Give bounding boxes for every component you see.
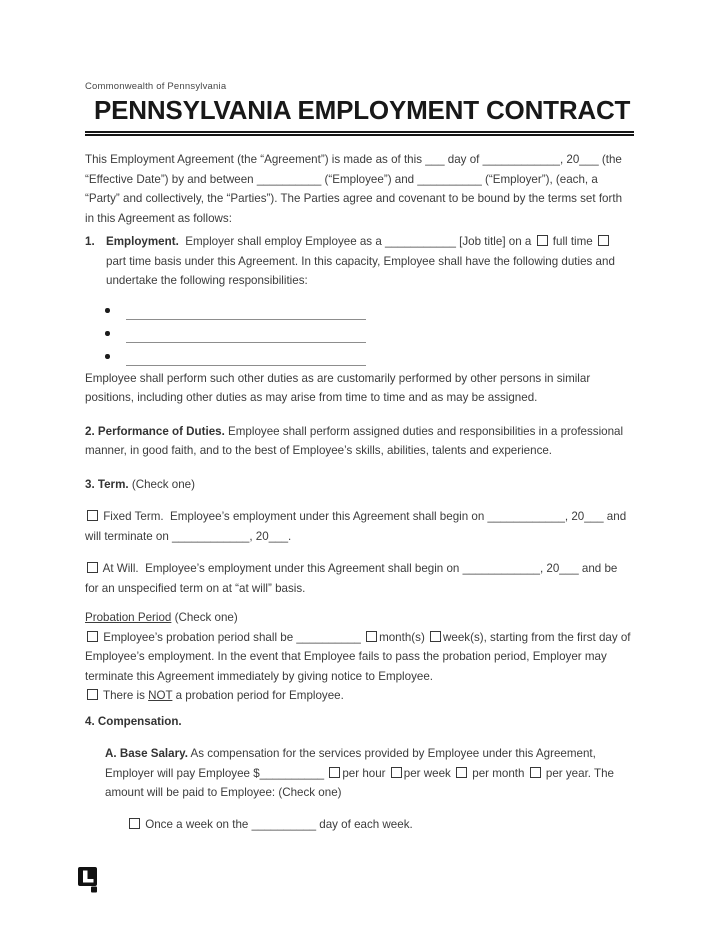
probation-option-duration	[85, 628, 634, 687]
text-run: 2. Performance of Duties.	[85, 424, 225, 438]
text-run: Employee shall perform such other duties as are customarily performed by other persons in similar positions, including other duties as may arise from time to time and as may be assigned.	[85, 371, 591, 404]
at-will-checkbox[interactable]	[87, 562, 98, 573]
section-employment	[85, 232, 634, 291]
no-probation-checkbox[interactable]	[87, 689, 98, 700]
text-run: full time	[549, 235, 596, 248]
full-time-checkbox[interactable]	[537, 235, 548, 246]
text-run: month(s)	[379, 630, 429, 644]
bullet-icon	[105, 331, 110, 336]
text-run: week(s), starting from the first day of Employee’s employment. In the event that Employee fails to pass the probation period, Employer may terminate this Agreement immediately by giving notice to Employee.	[85, 630, 631, 683]
section-employment-text	[106, 232, 634, 291]
once-a-week-checkbox[interactable]	[129, 818, 140, 829]
duty-list-item	[105, 343, 634, 366]
duties-bullet-list	[85, 297, 634, 366]
pay-frequency-option	[127, 815, 634, 835]
part-time-checkbox[interactable]	[598, 235, 609, 246]
page-title: PENNSYLVANIA EMPLOYMENT CONTRACT	[94, 95, 631, 125]
base-salary-paragraph	[105, 744, 634, 803]
duty-list-item	[105, 320, 634, 343]
duty-blank-line[interactable]	[126, 330, 366, 343]
text-run: There is	[100, 689, 149, 702]
other-duties-paragraph	[85, 369, 634, 408]
title-rule	[85, 131, 634, 136]
fixed-term-checkbox[interactable]	[87, 510, 98, 521]
text-run: part time basis under this Agreement. In this capacity, Employee shall have the following duties and undertake the following responsibilities:	[106, 254, 615, 287]
weeks-checkbox[interactable]	[430, 631, 441, 642]
text-run: (Check one)	[128, 477, 195, 491]
jurisdiction-label: Commonwealth of Pennsylvania	[85, 81, 227, 92]
per-year-checkbox[interactable]	[530, 767, 541, 778]
text-run: 4. Compensation.	[85, 714, 182, 728]
text-run: This Employment Agreement (the “Agreement”) is made as of this ___ day of ____________, 20___ (the “Effective Date”) by and between __________ (“Employee”) and __________ (“Employer”), (each, a “Party” and collectively, the “Parties”). The Parties agree and covenant to be bound by the terms set forth in this Agreement as follows:	[85, 153, 623, 225]
fixed-term-option	[85, 507, 634, 546]
text-run: Employer shall employ Employee as a ___________ [Job title] on a	[178, 235, 535, 248]
intro-paragraph	[85, 150, 634, 228]
text-run: A. Base Salary.	[105, 747, 188, 760]
text-run: Employee shall perform assigned duties and responsibilities in a professional manner, in good faith, and to the best of Employee’s skills, abilities, talents and experience.	[85, 424, 624, 457]
probation-period-heading	[85, 608, 634, 628]
legaltemplates-logo	[78, 867, 102, 894]
text-run: Probation Period	[85, 611, 172, 624]
text-run: per year. The amount will be paid to Employee: (Check one)	[105, 766, 615, 799]
duty-blank-line[interactable]	[126, 353, 366, 366]
text-run: Employee’s probation period shall be __________	[100, 630, 365, 644]
text-run: At Will. Employee’s employment under this Agreement shall begin on ____________, 20___ and be for an unspecified term on at “at will” basis.	[85, 562, 618, 595]
probation-period-block	[85, 608, 634, 706]
probation-option-none	[85, 686, 634, 706]
per-hour-checkbox[interactable]	[329, 767, 340, 778]
duty-blank-line[interactable]	[126, 307, 366, 320]
section-compensation-heading	[85, 712, 634, 732]
section-number: 1.	[85, 235, 95, 248]
bullet-icon	[105, 308, 110, 313]
text-run: per hour	[342, 766, 389, 780]
text-run: (Check one)	[171, 611, 238, 624]
text-run: per week	[403, 766, 455, 780]
probation-period-checkbox[interactable]	[87, 631, 98, 642]
text-run: per month	[469, 766, 528, 780]
per-week-checkbox[interactable]	[391, 767, 402, 778]
section-term-heading	[85, 475, 634, 495]
text-run: Once a week on the __________ day of each week.	[142, 817, 413, 831]
months-checkbox[interactable]	[366, 631, 377, 642]
text-run: Fixed Term. Employee’s employment under this Agreement shall begin on ____________, 20___ and will terminate on ____________, 20___.	[85, 510, 627, 543]
section-performance-of-duties	[85, 422, 634, 461]
text-run: NOT	[148, 689, 173, 702]
text-run: a probation period for Employee.	[172, 689, 344, 702]
text-run: 3. Term.	[85, 477, 129, 491]
per-month-checkbox[interactable]	[456, 767, 467, 778]
bullet-icon	[105, 354, 110, 359]
duty-list-item	[105, 297, 634, 320]
at-will-option	[85, 559, 634, 598]
text-run: As compensation for the services provided by Employee under this Agreement, Employer will pay Employee $__________	[105, 747, 596, 780]
text-run: Employment.	[106, 235, 179, 248]
